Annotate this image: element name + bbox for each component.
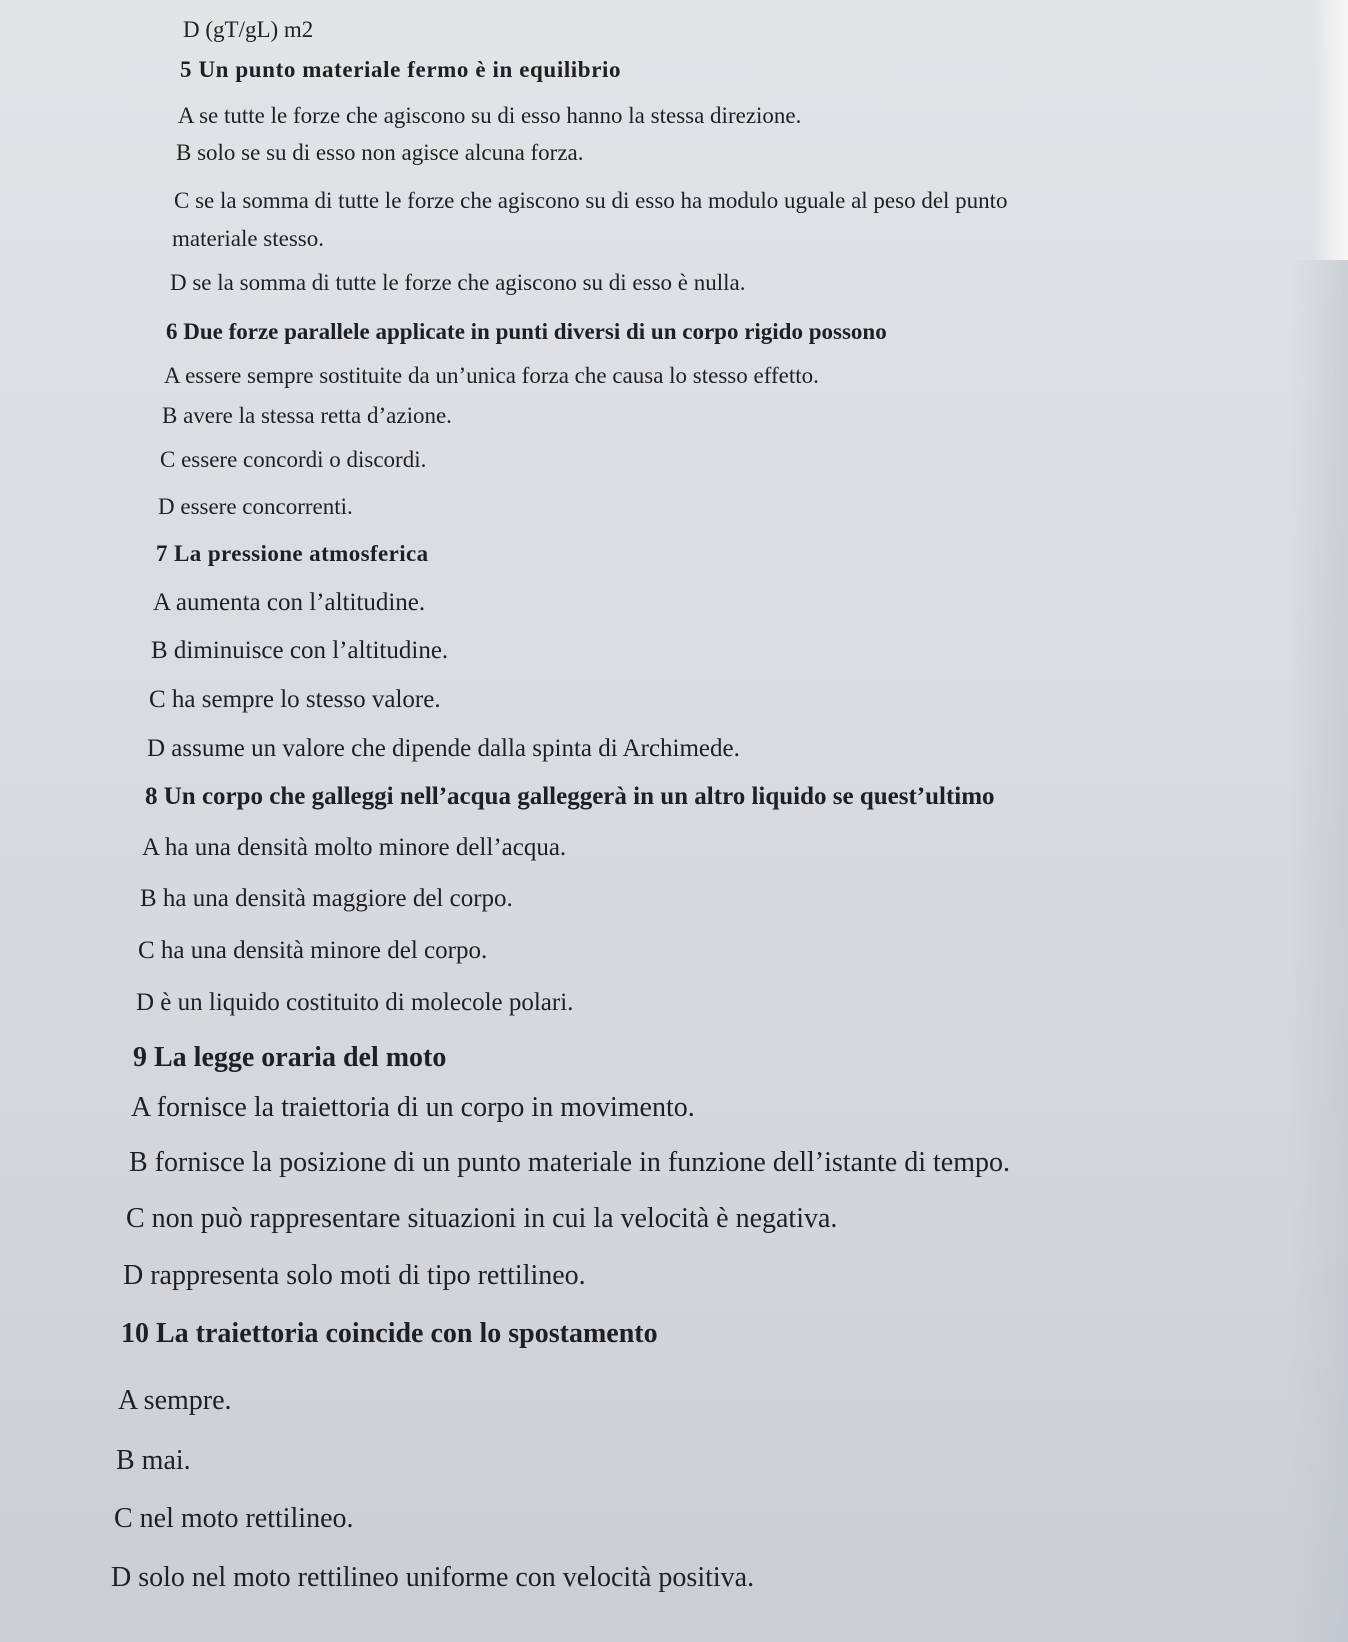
paper-edge (1314, 0, 1348, 260)
question-7-option-b: B diminuisce con l’altitudine. (151, 637, 449, 664)
question-5-option-b: B solo se su di esso non agisce alcuna forza. (176, 140, 584, 165)
question-8-option-c: C ha una densità minore del corpo. (138, 937, 488, 964)
question-8-option-a: A ha una densità molto minore dell’acqua. (142, 834, 567, 861)
question-5-title: 5 Un punto materiale fermo è in equilibrio (180, 57, 622, 82)
question-10-title: 10 La traiettoria coincide con lo spostamento (121, 1318, 658, 1349)
question-8-option-b: B ha una densità maggiore del corpo. (140, 885, 513, 912)
question-6-option-c: C essere concordi o discordi. (160, 447, 427, 472)
question-9-option-b: B fornisce la posizione di un punto materiale in funzione dell’istante di tempo. (129, 1147, 1010, 1178)
question-7-option-a: A aumenta con l’altitudine. (153, 589, 426, 616)
question-9-option-c: C non può rappresentare situazioni in cui la velocità è negativa. (126, 1203, 838, 1234)
question-10-option-b: B mai. (116, 1445, 191, 1476)
question-5-option-a: A se tutte le forze che agiscono su di esso hanno la stessa direzione. (178, 103, 802, 128)
question-7-option-d: D assume un valore che dipende dalla spinta di Archimede. (147, 735, 740, 762)
question-6-option-d: D essere concorrenti. (158, 494, 353, 519)
question-5-option-d: D se la somma di tutte le forze che agiscono su di esso è nulla. (170, 270, 746, 295)
question-6-option-b: B avere la stessa retta d’azione. (162, 403, 452, 428)
question-5-option-c: C se la somma di tutte le forze che agiscono su di esso ha modulo uguale al peso del punto (174, 188, 1008, 213)
question-10-option-a: A sempre. (118, 1385, 232, 1416)
question-9-title: 9 La legge oraria del moto (133, 1042, 447, 1073)
question-6-option-a: A essere sempre sostituite da un’unica forza che causa lo stesso effetto. (164, 363, 819, 388)
question-6-title: 6 Due forze parallele applicate in punti diversi di un corpo rigido possono (166, 319, 887, 344)
question-10-option-c: C nel moto rettilineo. (114, 1503, 354, 1534)
question-7-option-c: C ha sempre lo stesso valore. (149, 686, 441, 713)
question-9-option-a: A fornisce la traiettoria di un corpo in movimento. (131, 1092, 695, 1123)
question-10-option-d: D solo nel moto rettilineo uniforme con velocità positiva. (111, 1562, 755, 1593)
question-9-option-d: D rappresenta solo moti di tipo rettilineo. (123, 1260, 586, 1291)
question-5-option-c-cont: materiale stesso. (172, 226, 325, 251)
question-7-title: 7 La pressione atmosferica (156, 541, 429, 566)
question-8-title: 8 Un corpo che galleggi nell’acqua galleggerà in un altro liquido se quest’ultimo (145, 783, 995, 810)
header-line: D (gT/gL) m2 (183, 17, 314, 42)
paper-shadow (1288, 260, 1348, 1642)
question-8-option-d: D è un liquido costituito di molecole polari. (136, 989, 574, 1016)
